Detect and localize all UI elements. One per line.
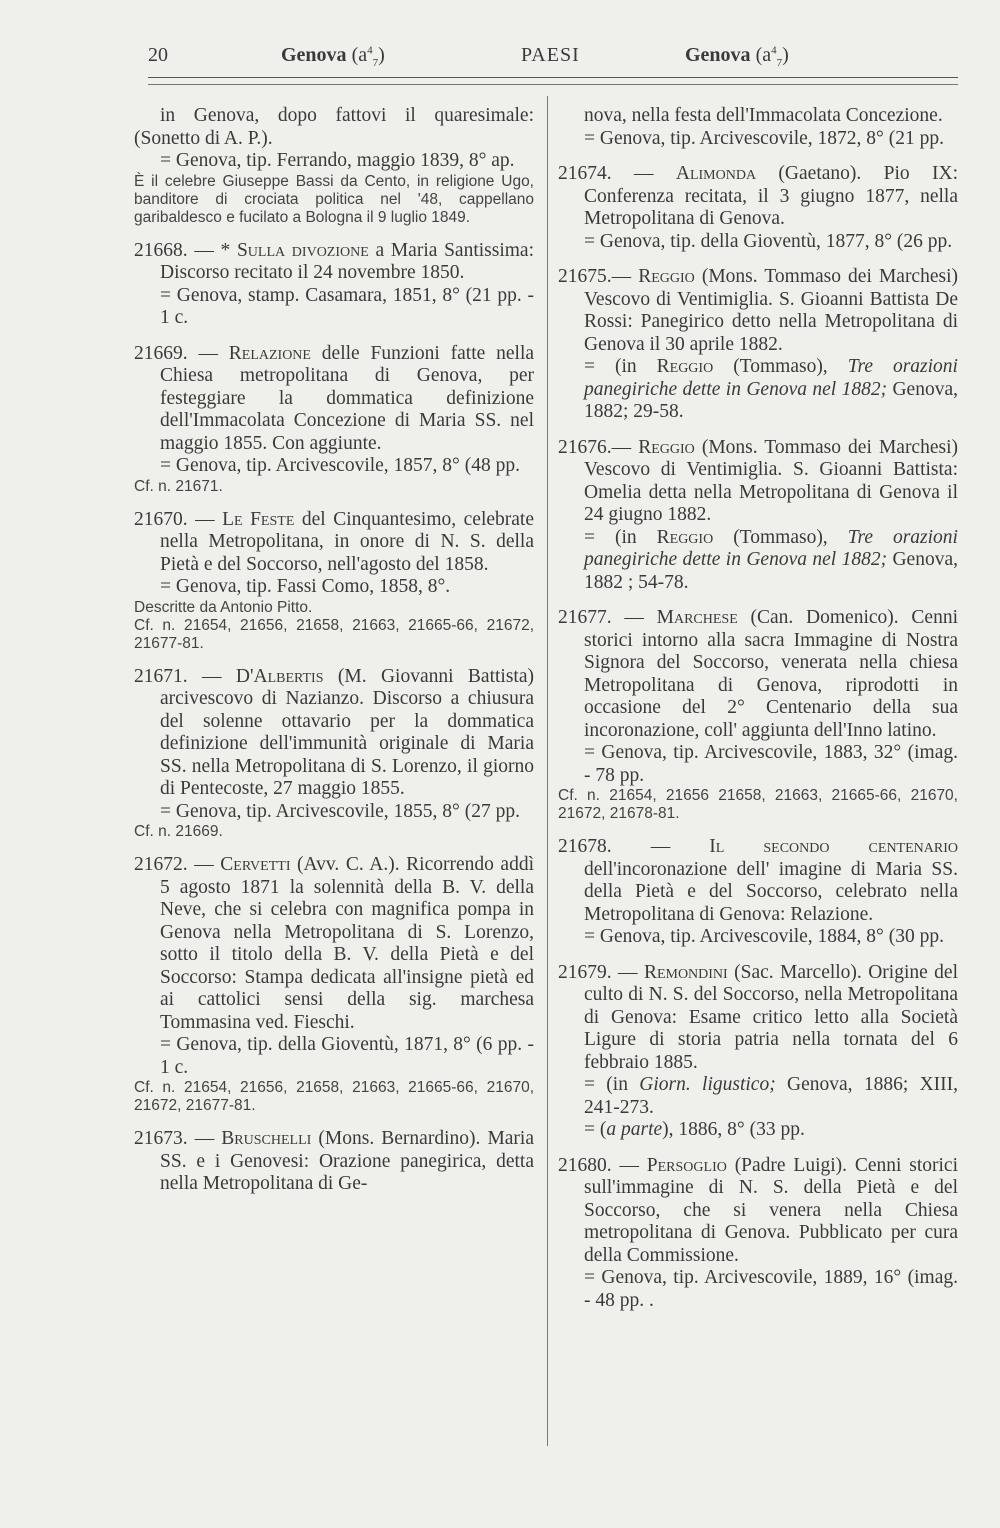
imprint: = Genova, stamp. Casamara, 1851, 8° (21 pp. - 1 c.: [160, 284, 534, 328]
header-rule: [148, 77, 958, 78]
left-column: [134, 105, 534, 1209]
cross-reference: Cf. n. 21669.: [134, 823, 223, 840]
imprint: = Genova, tip. Arcivescovile, 1872, 8° (21 pp.: [584, 127, 944, 149]
entry-21677: 21677. — Marchese (Can. Domenico). Cenni storici intorno alla sacra Immagine di Nostra Signora del Soccorso, venerata nella chiesa Metropolitana di Genova, riprodotti in occasione del 2° Centenario della sua incoronazione, coll' aggiunta dell'Inno latino. = Genova, tip. Arcivescovile, 1883, 32° (imag. - 78 pp. Cf. n. 21654, 21656 21658, 21663, 21665-66, 21670, 21672, 21678-81.: [558, 607, 958, 822]
imprint: = Genova, tip. Arcivescovile, 1855, 8° (27 pp.: [160, 800, 520, 822]
imprint: = Genova, tip. Arcivescovile, 1884, 8° (30 pp.: [584, 926, 944, 947]
entry-21676: 21676.— Reggio (Mons. Tommaso dei Marchesi) Vescovo di Ventimiglia. S. Gioanni Battista: Omelia detta nella Metropolitana di Genova il 24 giugno 1882. = (in Reggio (Tommaso), Tre orazioni panegiriche dette in Genova nel 1882; Genova, 1882 ; 54-78.: [558, 436, 958, 593]
column-divider: [547, 96, 548, 1446]
imprint: = (a parte), 1886, 8° (33 pp.: [584, 1119, 805, 1140]
entry-21671: 21671. — D'Albertis (M. Giovanni Battista) arcivescovo di Nazianzo. Discorso a chiusura del solenne ottavario per la dommatica definizione dell'immunità originale di Maria SS. nella Metropolitana di S. Lorenzo, il giorno di Pentecoste, 27 maggio 1855. = Genova, tip. Arcivescovile, 1855, 8° (27 pp. Cf. n. 21669.: [134, 665, 534, 840]
page-number: 20: [148, 44, 168, 66]
entry-21675: 21675.— Reggio (Mons. Tommaso dei Marchesi) Vescovo di Ventimiglia. S. Gioanni Battista De Rossi: Panegirico detto nella Metropolitana di Genova il 30 aprile 1882. = (in Reggio (Tommaso), Tre orazioni panegiriche dette in Genova nel 1882; Genova, 1882; 29-58.: [558, 266, 958, 422]
entry-21670: 21670. — Le Feste del Cinquantesimo, celebrate nella Metropolitana, in onore di N. S. della Pietà e del Soccorso, nell'agosto del 1858. = Genova, tip. Fassi Como, 1858, 8°. Descritte da Antonio Pitto. Cf. n. 21654, 21656, 21658, 21663, 21665-66, 21672, 21677-81.: [134, 508, 534, 652]
entry-21679: 21679. — Remondini (Sac. Marcello). Origine del culto di N. S. del Soccorso, nella Metropolitana di Genova: Esame critico letto alla Società Ligure di storia patria nella tornata del 6 febbraio 1885. = (in Giorn. ligustico; Genova, 1886; XIII, 241-273. = (a parte), 1886, 8° (33 pp.: [558, 961, 959, 1140]
note: È il celebre Giuseppe Bassi da Cento, in religione Ugo, banditore di crociata politica nel '48, cappellano garibaldesco e fucilato a Bologna il 9 luglio 1849.: [134, 172, 534, 226]
header-rule-thin: [148, 84, 958, 85]
imprint: = Genova, tip. della Gioventù, 1871, 8° (6 pp. - 1 c.: [160, 1034, 534, 1078]
right-column: [558, 105, 958, 1325]
running-header: [148, 44, 958, 74]
entry-21678: 21678. — Il secondo centenario dell'incoronazione dell' imagine di Maria SS. della Pietà e del Soccorso, celebrato nella Metropolitana di Genova: Relazione. = Genova, tip. Arcivescovile, 1884, 8° (30 pp.: [558, 836, 958, 947]
cross-reference: Cf. n. 21671.: [134, 477, 223, 495]
imprint: = Genova, tip. Arcivescovile, 1883, 32° (imag. - 78 pp.: [584, 742, 958, 786]
entry-continued: in Genova, dopo fattovi il quaresimale: (Sonetto di A. P.). = Genova, tip. Ferrando, maggio 1839, 8° ap. È il celebre Giuseppe Bassi da Cento, in religione Ugo, banditore di crociata politica nel '48, cappellano garibaldesco e fucilato a Bologna il 9 luglio 1849.: [134, 105, 534, 226]
entry-21674: 21674. — Alimonda (Gaetano). Pio IX: Conferenza recitata, il 3 giugno 1877, nella Metropolitana di Genova. = Genova, tip. della Gioventù, 1877, 8° (26 pp.: [558, 163, 959, 252]
imprint: = Genova, tip. Fassi Como, 1858, 8°.: [160, 576, 451, 597]
imprint: = (in Reggio (Tommaso), Tre orazioni panegiriche dette in Genova nel 1882; Genova, 1882 ; 54-78.: [584, 526, 958, 593]
entry-21672: 21672. — Cervetti (Avv. C. A.). Ricorrendo addì 5 agosto 1871 la solennità della B. V. della Neve, che si celebra con magnifica pompa in Genova nella Metropolitana di S. Lorenzo, sotto il titolo della B. V. della Pietà e del Soccorso: Stampa dedicata all'insigne pietà ed ai cattolici sensi della sig. marchesa Tommasina ved. Fieschi. = Genova, tip. della Gioventù, 1871, 8° (6 pp. - 1 c. Cf. n. 21654, 21656, 21658, 21663, 21665-66, 21670, 21672, 21677-81.: [134, 854, 535, 1114]
header-left-title: Genova $(a^4_7)$: [281, 44, 385, 69]
cross-reference: Cf. n. 21654, 21656, 21658, 21663, 21665-66, 21670, 21672, 21677-81.: [134, 1079, 534, 1114]
imprint: = Genova, tip. Arcivescovile, 1857, 8° (48 pp.: [160, 455, 520, 476]
note: Descritte da Antonio Pitto.: [134, 598, 313, 616]
entry-21673: 21673. — Bruschelli (Mons. Bernardino). Maria SS. e i Genovesi: Orazione panegirica, detta nella Metropolitana di Ge-: [134, 1128, 535, 1194]
entry-21680: 21680. — Persoglio (Padre Luigi). Cenni storici sull'immagine di N. S. della Pietà e del Soccorso, che si venera nella Chiesa metropolitana di Genova. Pubblicato per cura della Commissione. = Genova, tip. Arcivescovile, 1889, 16° (imag. - 48 pp. .: [558, 1154, 958, 1311]
entry-continued: nova, nella festa dell'Immacolata Concezione. = Genova, tip. Arcivescovile, 1872, 8° (21 pp.: [558, 105, 958, 150]
header-right-title: Genova $(a^4_7)$: [685, 44, 789, 69]
imprint: = Genova, tip. Arcivescovile, 1889, 16° (imag. - 48 pp. .: [584, 1267, 958, 1311]
imprint: = Genova, tip. Ferrando, maggio 1839, 8° ap.: [160, 150, 515, 171]
cross-reference: Cf. n. 21654, 21656, 21658, 21663, 21665-66, 21672, 21677-81.: [134, 616, 534, 652]
entry-21668: 21668. — * Sulla divozione a Maria Santissima: Discorso recitato il 24 novembre 1850. = Genova, stamp. Casamara, 1851, 8° (21 pp. - 1 c.: [134, 239, 535, 328]
imprint: = (in Reggio (Tommaso), Tre orazioni panegiriche dette in Genova nel 1882; Genova, 1882; 29-58.: [584, 356, 958, 422]
imprint: = (in Giorn. ligustico; Genova, 1886; XIII, 241-273.: [584, 1074, 959, 1118]
cross-reference: Cf. n. 21654, 21656 21658, 21663, 21665-66, 21670, 21672, 21678-81.: [558, 787, 958, 822]
header-section: PAESI: [521, 44, 580, 66]
entry-21669: 21669. — Relazione delle Funzioni fatte nella Chiesa metropolitana di Genova, per festeggiare la dommatica definizione dell'Immacolata Concezione di Maria SS. nel maggio 1855. Con aggiunte. = Genova, tip. Arcivescovile, 1857, 8° (48 pp. Cf. n. 21671.: [134, 342, 535, 495]
imprint: = Genova, tip. della Gioventù, 1877, 8° (26 pp.: [584, 230, 953, 252]
